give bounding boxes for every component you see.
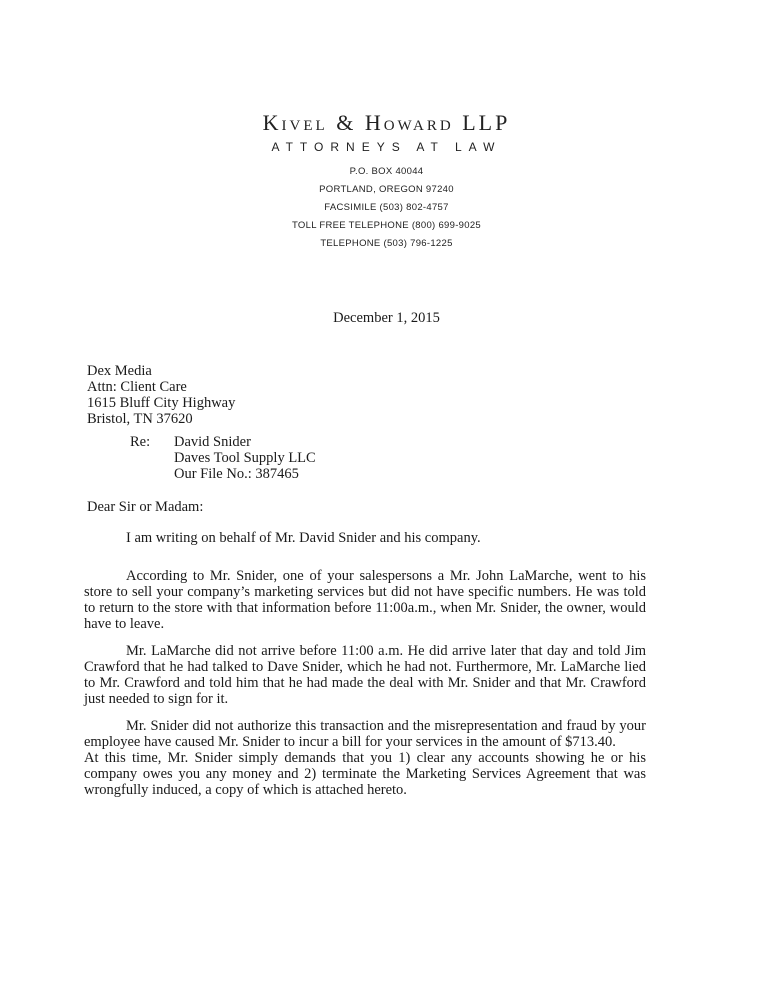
firm-fax: FACSIMILE (503) 802-4757 (324, 202, 449, 213)
paragraph-text: I am writing on behalf of Mr. David Snider and his company. (126, 530, 481, 546)
recipient-line: Attn: Client Care (87, 379, 187, 395)
recipient-line: 1615 Bluff City Highway (87, 395, 236, 411)
recipient-line: Dex Media (87, 363, 152, 379)
re-label: Re: (130, 434, 151, 450)
salutation: Dear Sir or Madam: (87, 499, 204, 515)
firm-phone: TELEPHONE (503) 796-1225 (320, 238, 453, 249)
paragraph-text: Mr. LaMarche did not arrive before 11:00 a.m. He did arrive later that day and told Jim Crawford that he had talked to Dave Snider, which he had not. Furthermore, Mr. LaMarche lied to Mr. Crawford and told him that he had made the deal with Mr. Snider and that Mr. Crawford just needed to sign for it. (84, 643, 646, 707)
firm-address-po-box: P.O. BOX 40044 (349, 166, 424, 177)
letter-date: December 1, 2015 (333, 310, 440, 326)
body-paragraph (84, 718, 646, 750)
firm-name: Kivel & Howard LLP (262, 110, 511, 135)
recipient-address (87, 363, 235, 427)
body-paragraph (84, 750, 646, 798)
paragraph-text: Mr. Snider did not authorize this transaction and the misrepresentation and fraud by your employee have caused Mr. Snider to incur a bill for your services in the amount of $713.40. (84, 718, 646, 750)
re-line: Our File No.: 387465 (174, 466, 299, 482)
body-paragraph (84, 568, 646, 632)
body-paragraph (84, 530, 646, 546)
re-line: David Snider (174, 434, 251, 450)
paragraph-text: At this time, Mr. Snider simply demands that you 1) clear any accounts showing he or his company owes you any money and 2) terminate the Marketing Services Agreement that was wrongfully induced, a copy of which is attached hereto. (84, 750, 646, 798)
body-paragraph (84, 643, 646, 707)
re-lines (174, 434, 316, 482)
re-line: Daves Tool Supply LLC (174, 450, 316, 466)
firm-subtitle: ATTORNEYS AT LAW (271, 140, 502, 154)
firm-toll-free-phone: TOLL FREE TELEPHONE (800) 699-9025 (291, 220, 482, 231)
paragraph-text: According to Mr. Snider, one of your salespersons a Mr. John LaMarche, went to his store to sell your company’s marketing services but did not have specific numbers. He was told to return to the store with that information before 11:00a.m., when Mr. Snider, the owner, would have to leave. (84, 568, 646, 632)
recipient-line: Bristol, TN 37620 (87, 411, 193, 427)
firm-address-city: PORTLAND, OREGON 97240 (319, 184, 454, 195)
